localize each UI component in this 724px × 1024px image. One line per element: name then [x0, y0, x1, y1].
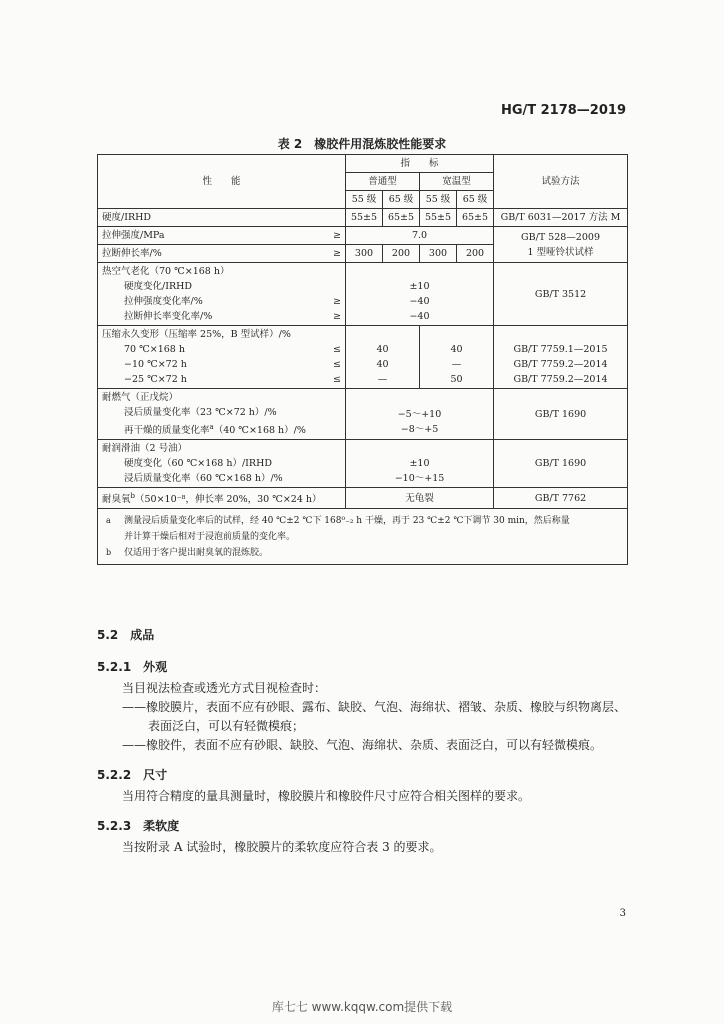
- section-title: 外观: [143, 660, 168, 674]
- header-grade-65b: 65 级: [457, 191, 494, 209]
- compression-row: [102, 342, 341, 357]
- table-row: [98, 326, 628, 389]
- compression-value: 40: [450, 344, 463, 355]
- paragraph: 当目视法检查或透光方式目视检查时：: [122, 681, 327, 695]
- tensile-value: 7.0: [346, 227, 494, 245]
- compression-normal-values: [346, 326, 420, 389]
- header-grade-55a: 55 级: [346, 191, 383, 209]
- section-number: 5.2.1: [97, 660, 132, 674]
- table-title: 表 2 橡胶件用混炼胶性能要求: [277, 137, 447, 151]
- section-number: 5.2.2: [97, 768, 132, 782]
- oil-values: [346, 440, 494, 488]
- section-title: 柔软度: [143, 819, 180, 833]
- operator: ≤: [333, 359, 341, 370]
- section-title: 尺寸: [143, 768, 168, 782]
- hardness-label: 硬度/IRHD: [98, 209, 346, 227]
- fuel-row-tail: （40 ℃×168 h）/%: [213, 425, 306, 437]
- hardness-value: 55±5: [420, 209, 457, 227]
- compression-value: —: [451, 359, 462, 370]
- tensile-method: [494, 227, 628, 263]
- aging-row-text: 拉伸强度变化率/%: [124, 296, 203, 307]
- compression-value: —: [377, 374, 388, 385]
- paragraph: 当用符合精度的量具测量时，橡胶膜片和橡胶件尺寸应符合相关图样的要求。: [122, 789, 531, 803]
- footnote-mark: b: [106, 548, 112, 558]
- table-notes: [98, 509, 628, 565]
- footnote-mark: a: [106, 516, 111, 526]
- compression-label: [98, 326, 346, 389]
- fuel-value: −8～+5: [400, 423, 439, 435]
- ozone-label-text: 耐臭氧: [102, 494, 131, 506]
- compression-row: [102, 357, 341, 372]
- header-indicator: 指 标: [346, 155, 494, 173]
- compression-method: GB/T 7759.2—2014: [513, 374, 608, 385]
- note-b-text: 仅适用于客户提出耐臭氧的混炼胶。: [124, 548, 269, 559]
- page-number: 3: [619, 908, 626, 919]
- compression-title: 压缩永久变形（压缩率 25%，B 型试样）/%: [102, 329, 291, 340]
- paragraph: ——橡胶件，表面不应有砂眼、缺胶、气泡、海绵状、杂质、表面泛白，可以有轻微模痕。: [122, 738, 603, 752]
- table-row: [98, 263, 628, 326]
- ozone-value: 无龟裂: [346, 488, 494, 509]
- aging-row: [102, 294, 341, 309]
- note-a-text-cont: 并计算干燥后相对于浸泡前质量的变化率。: [124, 532, 296, 543]
- fuel-value: −5～+10: [397, 408, 442, 420]
- header-grade-65a: 65 级: [383, 191, 420, 209]
- compression-value: 40: [376, 359, 389, 370]
- paragraph: 当按附录 A 试验时，橡胶膜片的柔软度应符合表 3 的要求。: [122, 840, 442, 854]
- header-normal-type: 普通型: [346, 173, 420, 191]
- table-row: [98, 440, 628, 488]
- compression-methods: [494, 326, 628, 389]
- ozone-method: GB/T 7762: [494, 488, 628, 509]
- table-row: [98, 488, 628, 509]
- compression-method: GB/T 7759.2—2014: [513, 359, 608, 370]
- footnote-mark: b: [130, 492, 135, 501]
- hardness-value: 55±5: [346, 209, 383, 227]
- elongation-label: [98, 245, 346, 263]
- aging-value: ±10: [409, 281, 430, 292]
- fuel-title: 耐燃气（正戊烷）: [102, 392, 179, 403]
- compression-value: 50: [450, 374, 463, 385]
- aging-values: [346, 263, 494, 326]
- operator: ≥: [333, 311, 341, 322]
- requirements-table: [97, 154, 628, 565]
- tensile-label-text: 拉伸强度/MPa: [102, 230, 165, 241]
- header-grade-55b: 55 级: [420, 191, 457, 209]
- elongation-value: 200: [383, 245, 420, 263]
- oil-row: 浸后质量变化率（60 ℃×168 h）/%: [124, 473, 283, 485]
- operator: ≥: [333, 248, 341, 259]
- aging-row: 硬度变化/IRHD: [124, 281, 193, 292]
- oil-method: GB/T 1690: [494, 440, 628, 488]
- compression-row: [102, 372, 341, 387]
- download-footer: 库七七 www.kqqw.com提供下载: [271, 1000, 453, 1014]
- tensile-method-line2: 1 型哑铃状试样: [527, 246, 594, 258]
- aging-row-text: 拉断伸长率变化率/%: [124, 311, 213, 322]
- fuel-values: [346, 389, 494, 440]
- note-b: [106, 545, 621, 561]
- hardness-value: 65±5: [457, 209, 494, 227]
- compression-row-text: −25 ℃×72 h: [124, 374, 187, 385]
- oil-value: ±10: [409, 458, 430, 470]
- oil-value: −10～+15: [394, 473, 445, 485]
- elongation-value: 200: [457, 245, 494, 263]
- table-row: [98, 227, 628, 245]
- elongation-value: 300: [420, 245, 457, 263]
- hardness-method: GB/T 6031—2017 方法 M: [494, 209, 628, 227]
- fuel-method: GB/T 1690: [494, 389, 628, 440]
- oil-title: 耐润滑油（2 号油）: [102, 443, 188, 455]
- compression-method: GB/T 7759.1—2015: [513, 344, 608, 355]
- section-number: 5.2: [97, 628, 119, 642]
- paragraph: 表面泛白，可以有轻微模痕；: [148, 719, 305, 733]
- aging-label: [98, 263, 346, 326]
- header-wide-temp-type: 宽温型: [420, 173, 494, 191]
- operator: ≥: [333, 296, 341, 307]
- operator: ≤: [333, 344, 341, 355]
- note-a: [106, 513, 621, 529]
- operator: ≥: [333, 230, 341, 241]
- fuel-label: [98, 389, 346, 440]
- tensile-method-line1: GB/T 528—2009: [521, 231, 600, 243]
- paragraph: ——橡胶膜片，表面不应有砂眼、露布、缺胶、气泡、海绵状、褶皱、杂质、橡胶与织物离层、: [122, 700, 627, 714]
- note-a-text: 测量浸后质量变化率后的试样，经 40 ℃±2 ℃下 168⁰₋₂ h 干燥，再于 23 ℃±2 ℃下调节 30 min，然后称量: [124, 516, 570, 527]
- operator: ≤: [333, 374, 341, 385]
- ozone-label-tail: （50×10⁻⁸，伸长率 20%，30 ℃×24 h）: [135, 494, 322, 506]
- table-notes-row: [98, 509, 628, 565]
- compression-value: 40: [376, 344, 389, 355]
- section-number: 5.2.3: [97, 819, 132, 833]
- document-id: HG/T 2178—2019: [500, 103, 626, 118]
- section-5-2-2-heading: [97, 764, 167, 783]
- aging-method: GB/T 3512: [494, 263, 628, 326]
- compression-row-text: −10 ℃×72 h: [124, 359, 187, 370]
- compression-row-text: 70 ℃×168 h: [124, 344, 185, 355]
- oil-row: 硬度变化（60 ℃×168 h）/IRHD: [124, 458, 272, 470]
- section-5-2-heading: [97, 624, 154, 643]
- table-row: [98, 209, 628, 227]
- hardness-value: 65±5: [383, 209, 420, 227]
- aging-title: 热空气老化（70 ℃×168 h）: [102, 266, 230, 277]
- section-title: 成品: [130, 628, 155, 642]
- ozone-label: [98, 488, 346, 509]
- header-property: 性 能: [98, 155, 346, 209]
- fuel-row-text: 再干燥的质量变化率: [124, 425, 210, 437]
- tensile-label: [98, 227, 346, 245]
- section-5-2-1-heading: [97, 656, 167, 675]
- aging-value: −40: [409, 296, 430, 307]
- aging-row: [102, 309, 341, 324]
- table-row: [98, 389, 628, 440]
- fuel-row: [102, 420, 341, 438]
- elongation-value: 300: [346, 245, 383, 263]
- oil-label: [98, 440, 346, 488]
- compression-wide-values: [420, 326, 494, 389]
- header-method: 试验方法: [494, 155, 628, 209]
- section-5-2-3-heading: [97, 815, 179, 834]
- elongation-label-text: 拉断伸长率/%: [102, 248, 162, 259]
- aging-value: −40: [409, 311, 430, 322]
- footnote-mark: a: [209, 423, 214, 431]
- fuel-row: 浸后质量变化率（23 ℃×72 h）/%: [124, 407, 277, 418]
